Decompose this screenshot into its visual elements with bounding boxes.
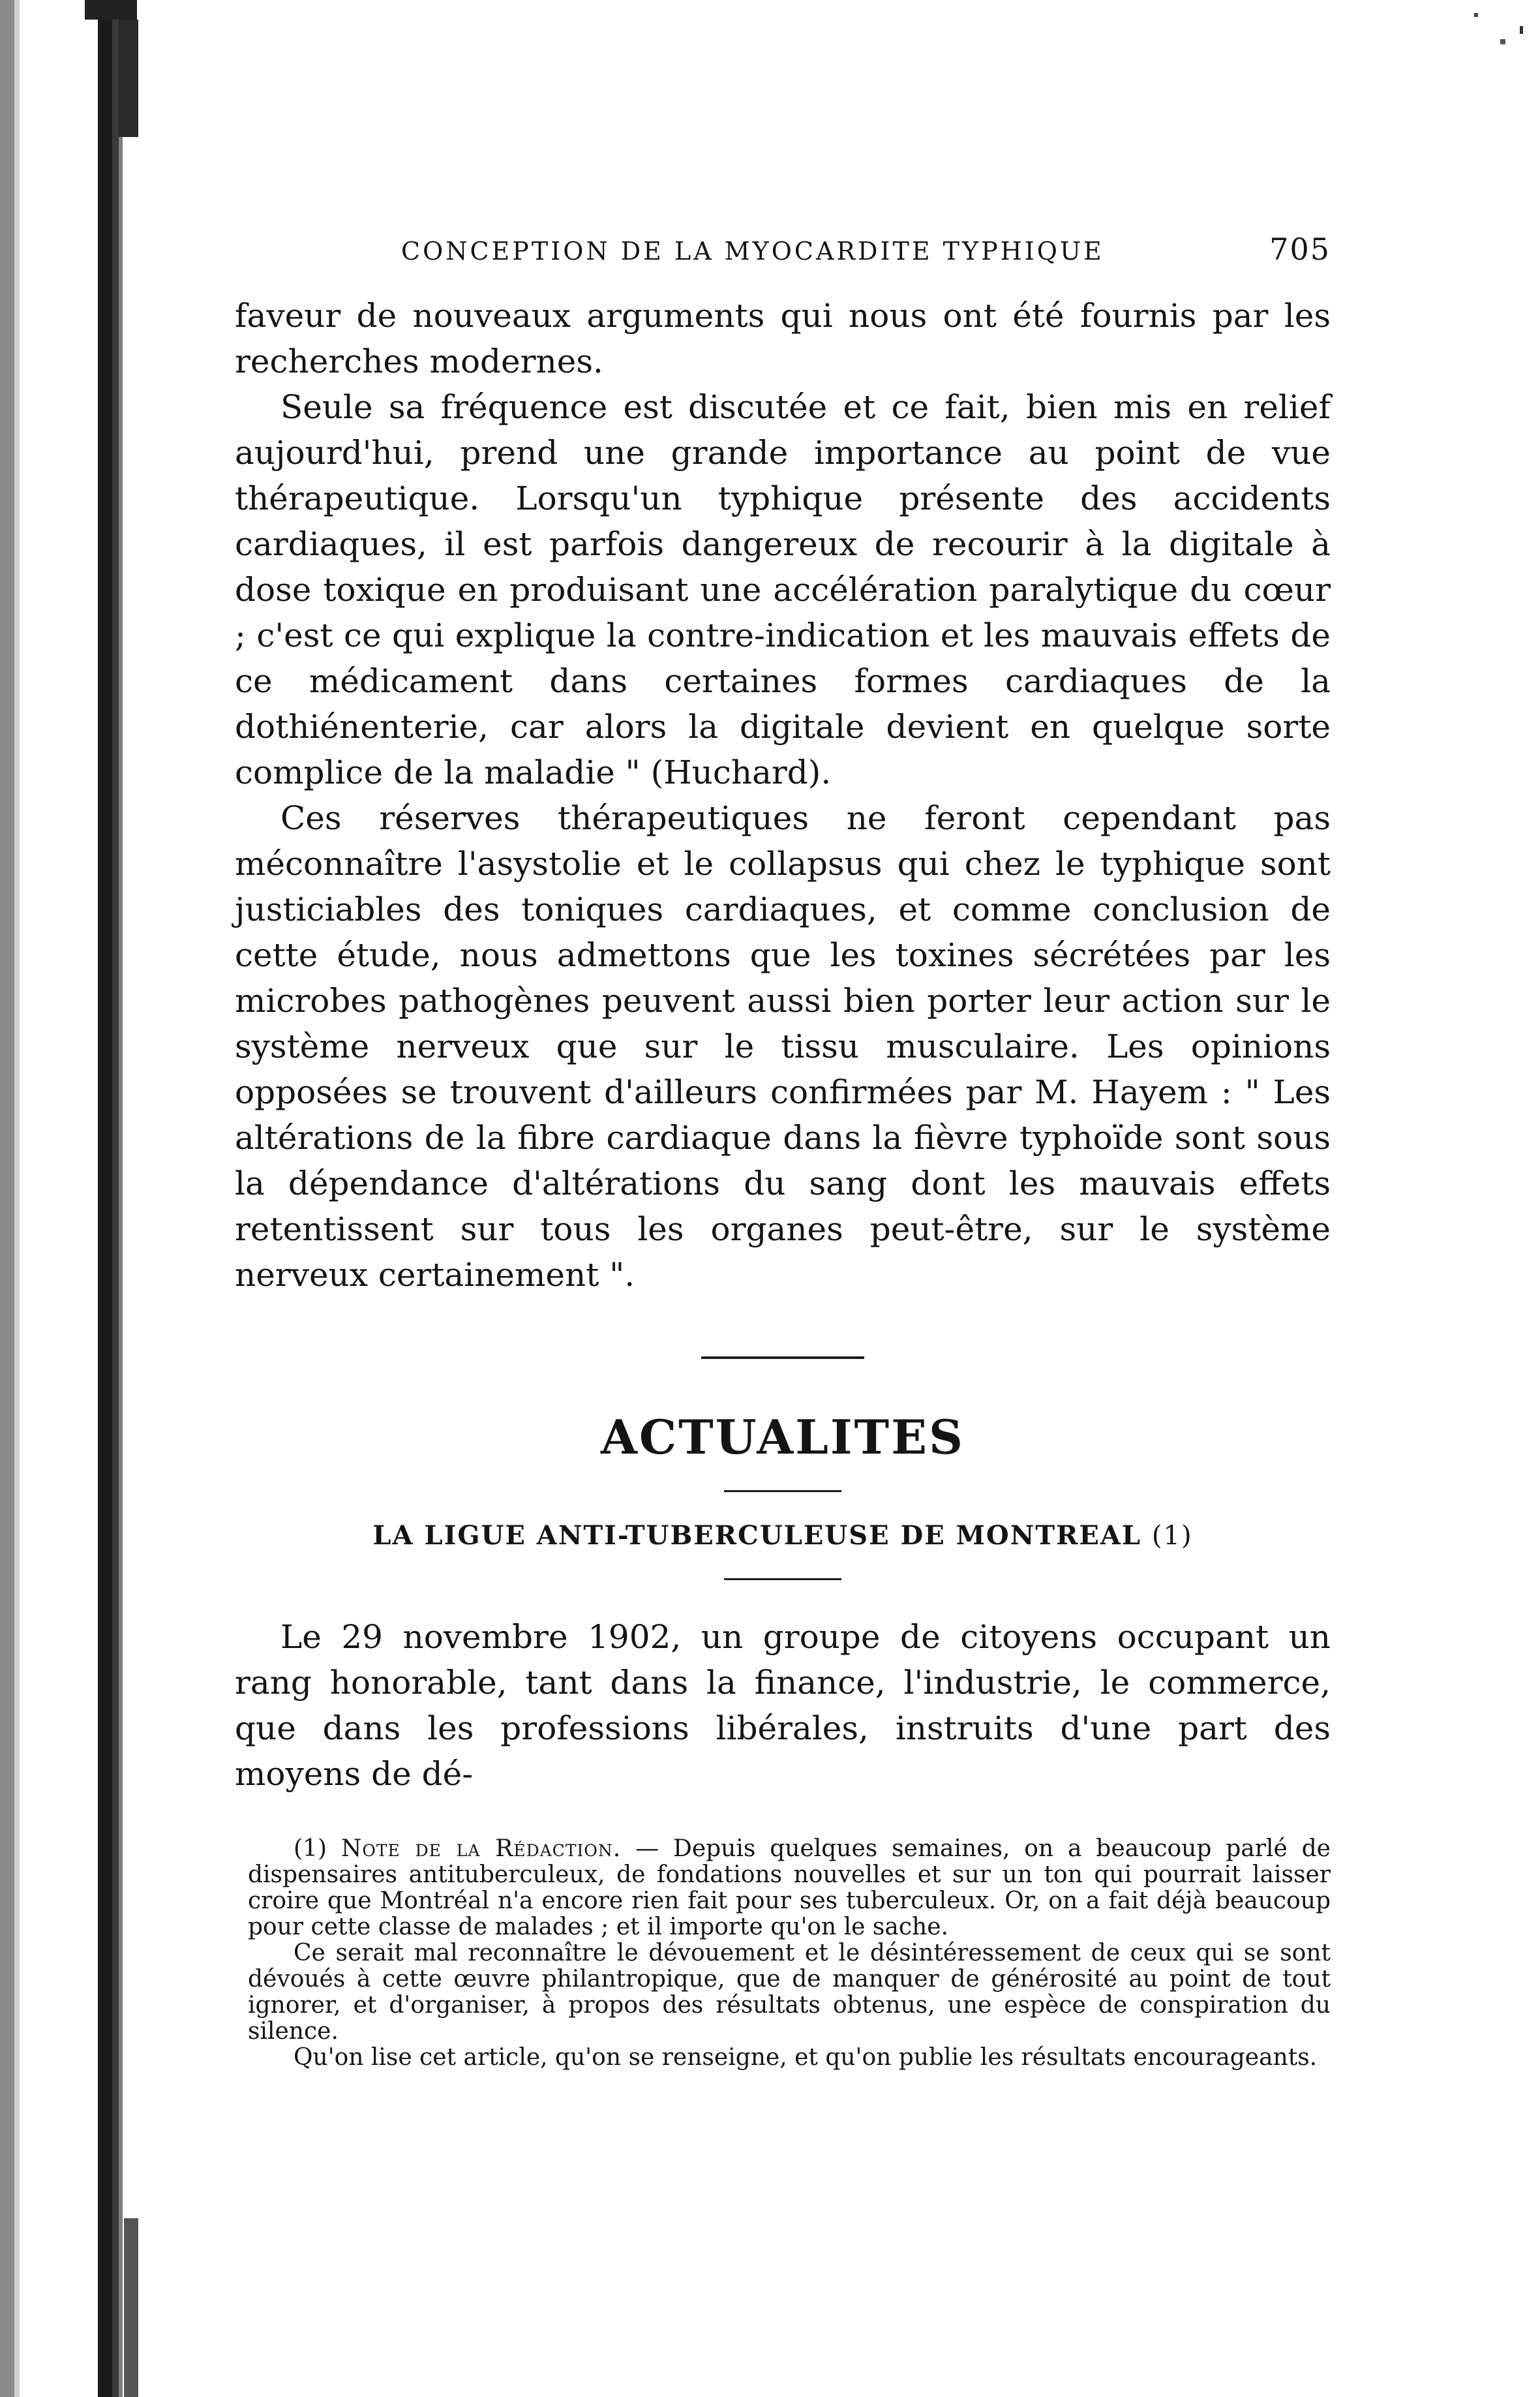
article-text	[235, 1614, 1331, 1797]
page-number: 705	[1269, 232, 1331, 267]
section-title-rule	[724, 1490, 841, 1492]
footnote-heading: Note de la Rédaction.	[340, 1835, 622, 1862]
running-header	[401, 232, 1331, 267]
article-title	[235, 1518, 1331, 1553]
article-title-rule	[724, 1578, 841, 1580]
running-header-title: CONCEPTION DE LA MYOCARDITE TYPHIQUE	[401, 237, 1104, 266]
footnote-paragraph-2: Ce serait mal reconnaître le dévouement et le désintéressement de ceux qui se sont dévoués à cette œuvre philantropique, que de manquer de générosité au point de tout ignorer, et d'organiser, à propos des résultats obtenus, une espèce de conspiration du silence.	[248, 1940, 1331, 2045]
footnote-paragraph-1	[248, 1836, 1331, 1940]
continuation-paragraph-1: faveur de nouveaux arguments qui nous ont été fournis par les recherches modernes.	[235, 297, 1331, 380]
footnote-paragraph-3: Qu'on lise cet article, qu'on se renseigne, et qu'on publie les résultats encourageants.	[294, 2044, 1318, 2071]
continuation-text	[235, 293, 1331, 1298]
article-title-text: LA LIGUE ANTI-TUBERCULEUSE DE MONTREAL	[372, 1520, 1141, 1551]
footnote-marker: (1)	[294, 1835, 327, 1862]
continuation-paragraph-3: Ces réserves thérapeutiques ne feront cependant pas méconnaître l'asystolie et le collapsus qui chez le typhique sont justiciables des toniques cardiaques, et comme conclusion de cette étude, nous admettons que les toxines sécrétées par les microbes pathogènes peuvent aussi bien porter leur action sur le système nerveux que sur le tissu musculaire. Les opinions opposées se trouvent d'ailleurs confirmées par M. Hayem : " Les altérations de la fibre cardiaque dans la fièvre typhoïde sont sous la dépendance d'altérations du sang dont les mauvais effets retentissent sur tous les organes peut-être, sur le système nerveux certainement ".	[235, 799, 1331, 1294]
section-title: ACTUALITES	[601, 1409, 965, 1465]
section-divider-rule	[701, 1356, 864, 1359]
page	[235, 232, 1331, 2071]
continuation-paragraph-2: Seule sa fréquence est discutée et ce fait, bien mis en relief aujourd'hui, prend une grande importance au point de vue thérapeutique. Lorsqu'un typhique présente des accidents cardiaques, il est parfois dangereux de recourir à la digitale à dose toxique en produisant une accélération paralytique du cœur ; c'est ce qui explique la contre-indication et les mauvais effets de ce médicament dans certaines formes cardiaques de la dothiénenterie, car alors la digitale devient en quelque sorte complice de la maladie " (Huchard).	[235, 388, 1331, 791]
article-paragraph-1: Le 29 novembre 1902, un groupe de citoyens occupant un rang honorable, tant dans la finance, l'industrie, le commerce, que dans les professions libérales, instruits d'une part des moyens de dé-	[235, 1618, 1331, 1793]
footnote	[235, 1836, 1331, 2071]
article-note-reference: (1)	[1151, 1521, 1193, 1551]
footnote-text-1: — Depuis quelques semaines, on a beaucoup parlé de dispensaires antituberculeux, de fondations nouvelles et sur un ton qui pourrait laisser croire que Montréal n'a encore rien fait pour ses tuberculeux. Or, on a fait déjà beaucoup pour cette classe de malades ; et il importe qu'on le sache.	[248, 1835, 1331, 1940]
